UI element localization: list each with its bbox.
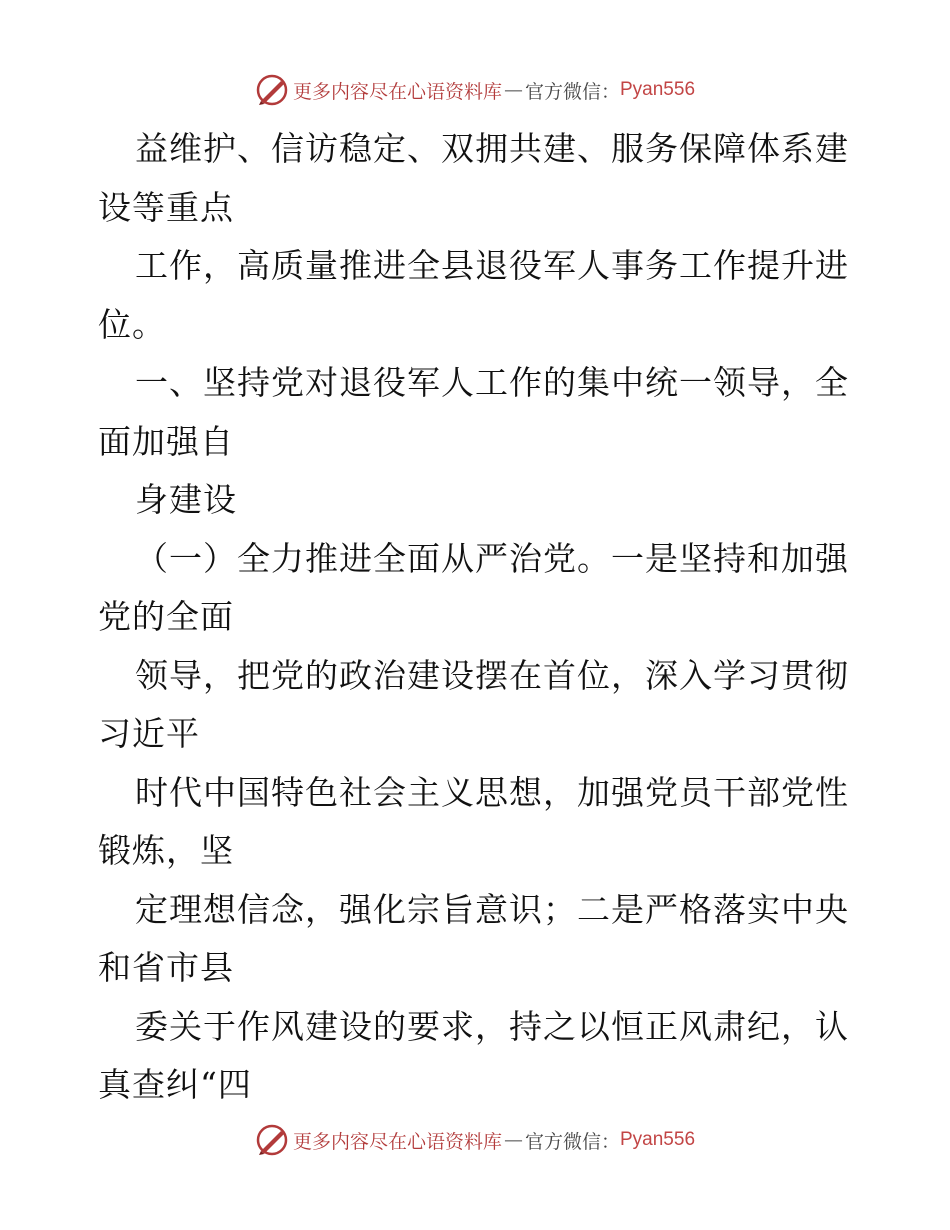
pen-logo-icon [255,1123,289,1157]
body-line: 锻炼，坚 [98,831,234,870]
section-heading-line: 身建设 [135,480,237,519]
header-watermark-banner [0,70,950,110]
body-line: 习近平 [98,714,200,753]
footer-watermark-banner [0,1120,950,1160]
body-line: 领导，把党的政治建设摆在首位，深入学习贯彻 [135,655,849,695]
banner-main-text: 更多内容尽在心语资料库 [292,1130,502,1153]
body-line: 定理想信念，强化宗旨意识；二是严格落实中央 [135,889,849,929]
body-line: 时代中国特色社会主义思想，加强党员干部党性 [135,772,849,812]
banner-wechat-label: 官方微信： [524,80,620,103]
banner-wechat-id: Pyan556 [620,1129,696,1150]
document-body [98,120,858,1115]
banner-wechat-id: Pyan556 [620,79,696,100]
banner-wechat-label: 官方微信： [524,1130,620,1153]
body-line: 和省市县 [98,948,234,987]
body-line: 党的全面 [98,597,234,636]
section-heading-line: 面加强自 [98,421,234,461]
body-line: 设等重点 [98,187,234,227]
subsection-line: （一）全力推进全面从严治党。一是坚持和加强 [135,538,849,578]
body-line: 益维护、信访稳定、双拥共建、服务保障体系建 [135,129,849,168]
pen-logo-icon [255,73,289,107]
banner-separator: — [503,1129,523,1151]
body-line: 真查纠“四 [98,1065,252,1104]
section-heading-line: 一、坚持党对退役军人工作的集中统一领导，全 [135,363,849,402]
body-line: 位。 [98,304,166,344]
body-line: 工作，高质量推进全县退役军人事务工作提升进 [135,246,849,285]
body-line: 委关于作风建设的要求，持之以恒正风肃纪，认 [135,1006,849,1046]
banner-main-text: 更多内容尽在心语资料库 [292,80,502,103]
banner-separator: — [503,79,523,101]
